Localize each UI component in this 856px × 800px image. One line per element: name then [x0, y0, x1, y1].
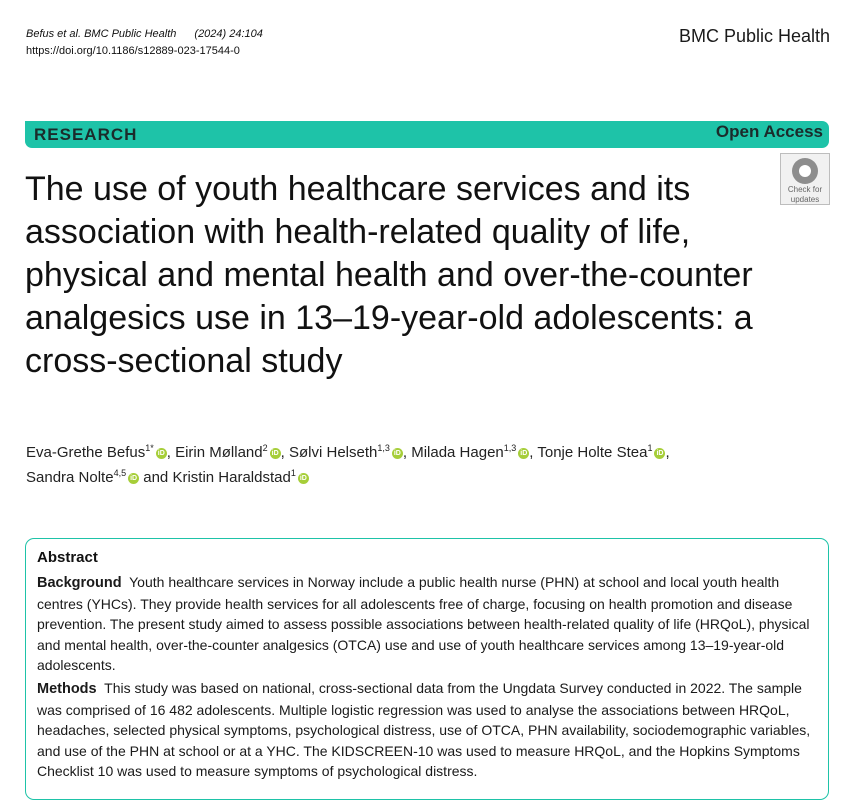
citation-line [26, 26, 263, 43]
open-access-label: Open Access [715, 122, 823, 141]
author-list: Eva-Grethe Befus$^{1*}$iD , Eirin Mølland$^2$iD , Sølvi Helseth$^{1,3}$iD , Milada Hagen$^{1,3}$iD , Tonje Holte Stea$^1$iD , Sandra Nolte$^{4,5}$iD and Kristin Haraldstad$^1$iD [26, 443, 670, 486]
article-type: RESEARCH [34, 125, 138, 144]
orcid-icon[interactable]: iD [299, 474, 307, 482]
orcid-icon[interactable]: iD [393, 449, 401, 457]
citation: Befus et al. BMC Public Health [26, 28, 177, 40]
abstract-background [37, 572, 817, 676]
author-6[interactable]: Sandra Nolte$^{4,5}$iD [26, 468, 138, 486]
article-title: The use of youth healthcare services and its association with health-related quality of life, physical and mental health and over-the-counter analgesics use in 13–19-year-old adolescents: a cross-sectional study [25, 170, 753, 380]
journal-name: BMC Public Health [678, 26, 830, 46]
abstract-methods [37, 678, 817, 782]
check-updates-line1: Check for [787, 185, 823, 194]
year-volume: (2024) 24:104 [194, 28, 263, 40]
background-text: Youth healthcare services in Norway include a public health nurse (PHN) at school and local youth health centres (YHCs). They provide health services for all adolescents free of charge, focusing on health promotion and disease prevention. The present study aimed to assess possible associations between health-related quality of life (HRQoL), physical and mental health, over-the-counter analgesics (OTCA) use and use of youth healthcare services among 13–19-year-old adolescents. [37, 574, 810, 674]
author-1[interactable]: Eva-Grethe Befus$^{1*}$iD [26, 443, 165, 461]
background-label: Background [37, 575, 122, 591]
orcid-icon[interactable]: iD [157, 449, 165, 457]
author-4[interactable]: Milada Hagen$^{1,3}$iD [411, 443, 528, 461]
author-5[interactable]: Tonje Holte Stea$^1$iD [537, 443, 664, 461]
methods-text: This study was based on national, cross-sectional data from the Ungdata Survey conducted in 2022. The sample was comprised of 16 482 adolescents. Multiple logistic regression was used to analyse the associations between HRQoL, headaches, selected physical symptoms, psychological distress, use of OTCA, PHN availability, sociodemographic variables, and use of the PHN at school or at a YHC. The KIDSCREEN-10 was used to measure HRQoL, and the Hopkins Symptoms Checklist 10 was used to measure symptoms of psychological distress. [37, 680, 811, 780]
abstract-box [25, 538, 829, 800]
abstract-heading: Abstract [37, 549, 98, 566]
article-meta [26, 26, 263, 60]
orcid-icon[interactable]: iD [520, 449, 528, 457]
orcid-icon[interactable]: iD [271, 449, 279, 457]
methods-label: Methods [37, 681, 97, 697]
orcid-icon[interactable]: iD [130, 474, 138, 482]
orcid-icon[interactable]: iD [656, 449, 664, 457]
author-3[interactable]: Sølvi Helseth$^{1,3}$iD [288, 443, 401, 461]
author-7[interactable]: Kristin Haraldstad$^1$iD [172, 468, 307, 486]
check-updates-line2: updates [790, 195, 820, 204]
doi-link[interactable]: https://doi.org/10.1186/s12889-023-17544-0 [26, 45, 240, 57]
article-type-banner [25, 121, 829, 148]
author-2[interactable]: Eirin Mølland$^2$iD [175, 443, 279, 461]
